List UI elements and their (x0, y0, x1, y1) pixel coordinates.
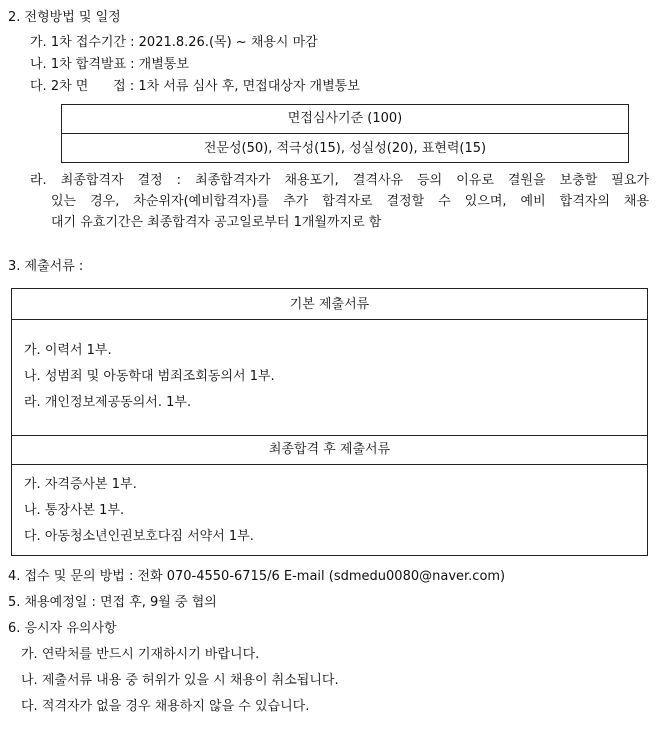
basic-document-item: 나. 성범죄 및 아동학대 범죄조회동의서 1부. (24, 369, 275, 384)
basic-documents-header: 기본 제출서류 (289, 297, 370, 312)
final-decision-line-3: 대기 유효기간은 최종합격자 공고일로부터 1개월까지로 함 (51, 215, 382, 230)
section-5-hiring-date: 5. 채용예정일 : 면접 후, 9월 중 협의 (8, 595, 217, 610)
final-section-divider (12, 435, 647, 436)
criteria-table-content: 전문성(50), 적극성(15), 성실성(20), 표현력(15) (203, 141, 487, 156)
section-2-title: 2. 전형방법 및 일정 (8, 10, 121, 25)
final-header-divider (12, 464, 647, 465)
applicant-note: 나. 제출서류 내용 중 허위가 있을 시 채용이 취소됩니다. (21, 673, 339, 688)
applicant-note: 다. 적격자가 없을 경우 채용하지 않을 수 있습니다. (21, 699, 310, 714)
final-decision-line-1: 라. 최종합격자 결정 : 최종합격자가 채용포기, 결격사유 등의 이유로 결원을 보충할 필요가 (30, 173, 649, 188)
schedule-interview: 다. 2차 면 접 : 1차 서류 심사 후, 면접대상자 개별통보 (30, 79, 360, 94)
section-6-title: 6. 응시자 유의사항 (8, 621, 117, 636)
section-4-contact (8, 568, 505, 586)
final-decision-line-2: 있는 경우, 차순위자(예비합격자)를 추가 합격자로 결정할 수 있으며, 예비 합격자의 채용 (51, 194, 649, 209)
schedule-application-period: 가. 1차 접수기간 : 2021.8.26.(목) ~ 채용시 마감 (30, 35, 318, 50)
criteria-table-divider (62, 133, 628, 134)
documents-table (11, 288, 648, 556)
applicant-note: 가. 연락처를 반드시 기재하시기 바랍니다. (21, 647, 260, 662)
final-document-item: 나. 통장사본 1부. (24, 503, 125, 518)
criteria-table-header: 면접심사기준 (100) (287, 111, 403, 126)
final-document-item: 다. 아동청소년인권보호다짐 서약서 1부. (24, 529, 254, 544)
basic-header-divider (12, 319, 647, 320)
final-documents-header: 최종합격 후 제출서류 (268, 442, 391, 457)
schedule-first-result: 나. 1차 합격발표 : 개별통보 (30, 57, 189, 72)
contact-detail: 전화 070-4550-6715/6 E-mail (sdmedu0080@naver.com) (133, 569, 506, 584)
basic-document-item: 라. 개인정보제공동의서. 1부. (24, 395, 192, 410)
interview-criteria-table (61, 104, 629, 163)
final-document-item: 가. 자격증사본 1부. (24, 477, 137, 492)
section-3-title: 3. 제출서류 : (8, 259, 84, 274)
contact-label: 4. 접수 및 문의 방법 : (8, 569, 134, 584)
basic-document-item: 가. 이력서 1부. (24, 343, 112, 358)
